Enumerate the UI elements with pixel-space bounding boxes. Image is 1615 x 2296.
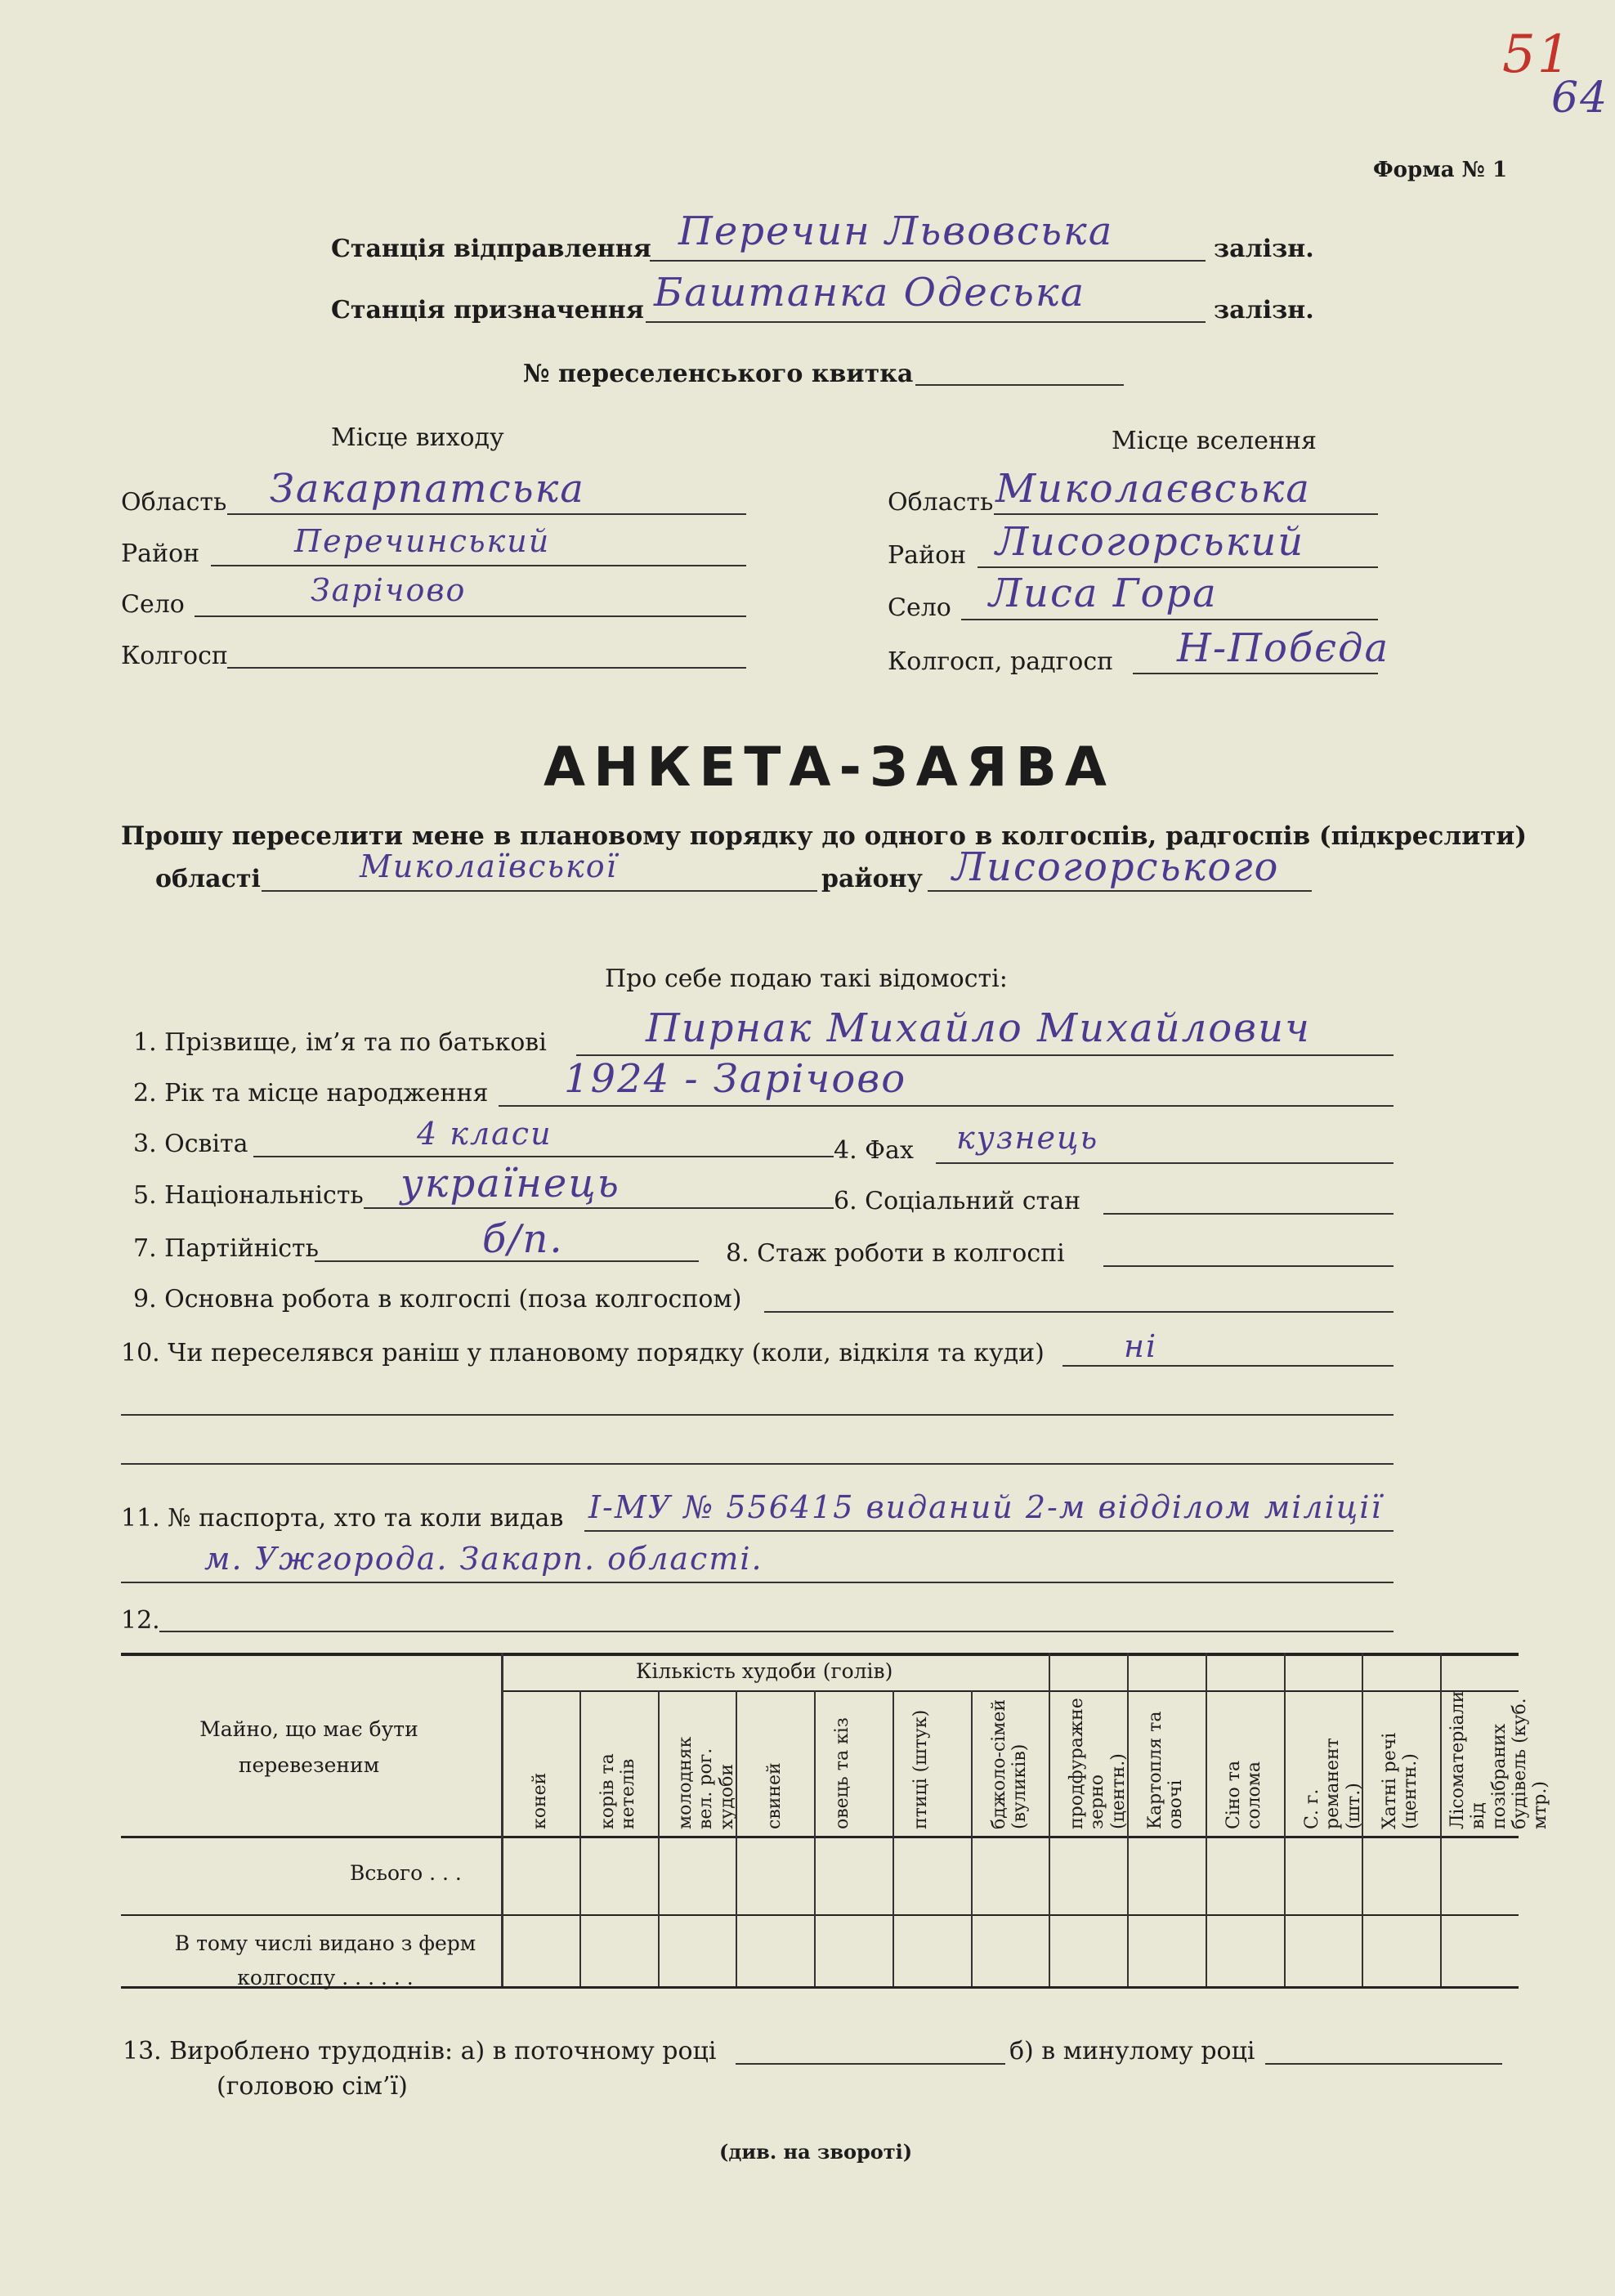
request-oblast-value: Миколаївської	[360, 848, 618, 884]
origin-kolhosp-label: Колгосп	[121, 642, 228, 670]
row-farm-label: В тому числі видано з ферм колгоспу . . . . . .	[174, 1931, 476, 1989]
archive-number-red: 51	[1502, 25, 1572, 85]
workdays-prev-line	[1265, 2063, 1502, 2065]
destination-rail-suffix: залізн.	[1214, 296, 1314, 324]
dest-selo-value: Лиса Гора	[989, 571, 1218, 616]
field-6-label: 6. Соціальний стан	[834, 1187, 1081, 1215]
table-header-border	[121, 1836, 1519, 1838]
origin-selo-value: Зарічово	[311, 572, 467, 608]
table-column-header: овець та кіз	[831, 1717, 852, 1829]
table-column-divider	[579, 1690, 581, 1986]
table-column-header: бджоло-сімей (вуликів)	[988, 1699, 1030, 1829]
field-9-label: 9. Основна робота в колгоспі (поза колгоспом)	[133, 1285, 742, 1314]
field-3-line	[253, 1156, 834, 1157]
field-11-line-2	[121, 1582, 1394, 1583]
origin-oblast-label: Область	[121, 488, 227, 517]
row-total-label: Всього . . .	[350, 1861, 462, 1885]
field-7-label: 7. Партійність	[133, 1234, 319, 1263]
origin-oblast-line	[227, 513, 746, 515]
table-column-header: свиней	[764, 1762, 785, 1829]
field-3-label: 3. Освіта	[133, 1130, 248, 1158]
workdays-sub: (головою сім’ї)	[217, 2072, 408, 2101]
field-5-label: 5. Національність	[133, 1181, 364, 1210]
field-11-value-2: м. Ужгорода. Закарп. області.	[204, 1541, 763, 1577]
table-column-divider	[1362, 1653, 1363, 1986]
table-column-divider	[501, 1653, 503, 1986]
workdays-prev-label: б) в минулому році	[1009, 2037, 1255, 2066]
form-number: Форма № 1	[1373, 158, 1508, 182]
request-raion-value: Лисогорського	[952, 844, 1280, 890]
workdays-label: 13. Вироблено трудоднів: а) в поточному році	[123, 2037, 717, 2066]
workdays-current-line	[736, 2063, 1005, 2065]
table-top-border	[121, 1653, 1519, 1656]
field-4-line	[936, 1162, 1394, 1164]
origin-kolhosp-line	[227, 667, 746, 669]
field-1-value: Пирнак Михайло Михайлович	[646, 1005, 1311, 1051]
table-row-divider	[121, 1914, 1519, 1916]
dest-kolhosp-label: Колгосп, радгосп	[888, 647, 1114, 676]
departure-station-line	[650, 260, 1206, 262]
origin-oblast-value: Закарпатська	[270, 466, 585, 512]
dest-selo-line	[961, 619, 1378, 620]
table-column-header: коней	[529, 1772, 550, 1829]
destination-station-value: Баштанка Одеська	[654, 270, 1086, 316]
table-column-divider	[658, 1690, 660, 1986]
field-10-value: ні	[1124, 1328, 1158, 1364]
dest-kolhosp-value: Н-Побєда	[1177, 625, 1390, 671]
request-raion-line	[928, 890, 1312, 892]
table-column-header: Лісоматеріали від позібраних будівель (куб. мтр.)	[1447, 1690, 1551, 1829]
field-3-value: 4 класи	[417, 1116, 552, 1152]
table-column-header: Хатні речі (центн.)	[1380, 1732, 1421, 1829]
table-column-header: Сіно та солома	[1223, 1760, 1265, 1829]
field-5-line	[364, 1207, 834, 1209]
request-text: Прошу переселити мене в плановому порядку до одного в колгоспів, радгоспів (підкреслити)	[121, 821, 1528, 851]
archive-number-ink: 64	[1551, 74, 1609, 123]
form-title: АНКЕТА-ЗАЯВА	[544, 736, 1116, 799]
field-2-value: 1924 - Зарічово	[564, 1056, 907, 1102]
table-column-header: Картопля та овочі	[1145, 1711, 1187, 1829]
livestock-header: Кількість худоби (голів)	[636, 1659, 893, 1683]
property-table	[121, 1653, 1551, 1989]
table-column-divider	[1127, 1653, 1129, 1986]
table-column-divider	[736, 1690, 737, 1986]
departure-station-value: Перечин Львовська	[678, 208, 1114, 254]
table-column-header: молодняк вел. рог. худоби	[675, 1736, 738, 1829]
dest-oblast-label: Область	[888, 488, 994, 517]
field-9-line	[764, 1311, 1394, 1313]
table-column-divider	[1206, 1653, 1207, 1986]
origin-selo-line	[195, 615, 746, 617]
destination-station-line	[646, 321, 1206, 323]
table-column-divider	[892, 1690, 894, 1986]
field-11-value: І-МУ № 556415 виданий 2-м відділом міліції	[588, 1489, 1383, 1525]
field-10-extra-line-2	[121, 1463, 1394, 1465]
livestock-group-border	[501, 1690, 1519, 1692]
destination-heading: Місце вселення	[1112, 427, 1317, 455]
departure-rail-suffix: залізн.	[1214, 235, 1314, 263]
table-column-divider	[1284, 1653, 1286, 1986]
departure-station-label: Станція відправлення	[331, 235, 651, 263]
table-column-divider	[971, 1690, 973, 1986]
table-column-header: корів та нетелів	[597, 1753, 638, 1829]
property-header: Майно, що має бути перевезеним	[199, 1717, 418, 1777]
dest-kolhosp-line	[1133, 673, 1378, 674]
table-column-divider	[1440, 1653, 1442, 1986]
destination-station-label: Станція призначення	[331, 296, 644, 324]
field-2-line	[499, 1105, 1394, 1107]
field-4-value: кузнець	[956, 1120, 1099, 1156]
origin-selo-label: Село	[121, 590, 185, 619]
ticket-label: № переселенського квитка	[523, 360, 914, 388]
request-oblast-line	[262, 890, 817, 892]
table-column-header: С. г. реманент (шт.)	[1301, 1738, 1364, 1829]
field-4-label: 4. Фах	[834, 1136, 914, 1165]
dest-oblast-value: Миколаєвська	[995, 466, 1311, 512]
field-11-label: 11. № паспорта, хто та коли видав	[121, 1504, 564, 1533]
field-8-label: 8. Стаж роботи в колгоспі	[726, 1239, 1065, 1268]
request-raion-label: району	[821, 865, 923, 893]
field-8-line	[1103, 1265, 1394, 1267]
origin-heading: Місце виходу	[331, 423, 504, 452]
table-column-header: продфуражне зерно (центн.)	[1067, 1698, 1129, 1829]
dest-raion-label: Район	[888, 541, 967, 570]
field-1-label: 1. Прізвище, ім’я та по батькові	[133, 1028, 547, 1057]
request-oblast-label: області	[155, 865, 261, 893]
field-10-extra-line-1	[121, 1414, 1394, 1416]
field-10-label: 10. Чи переселявся раніш у плановому порядку (коли, відкіля та куди)	[121, 1339, 1045, 1367]
origin-raion-value: Перечинський	[294, 523, 551, 559]
dest-selo-label: Село	[888, 593, 951, 622]
see-reverse-note: (див. на звороті)	[719, 2140, 913, 2164]
field-10-line	[1062, 1365, 1394, 1367]
field-11-line	[584, 1530, 1394, 1532]
table-column-header: птиці (штук)	[910, 1709, 931, 1829]
dest-raion-line	[978, 566, 1378, 568]
dest-raion-value: Лисогорський	[995, 519, 1305, 565]
field-12-label: 12.	[121, 1606, 160, 1635]
dest-oblast-line	[994, 513, 1378, 515]
ticket-line	[915, 384, 1124, 386]
field-12-line	[159, 1631, 1394, 1632]
field-7-value: б/п.	[482, 1216, 564, 1262]
about-heading: Про себе подаю такі відомості:	[605, 964, 1008, 993]
origin-raion-label: Район	[121, 539, 200, 568]
table-column-divider	[1049, 1653, 1050, 1986]
origin-raion-line	[211, 565, 746, 566]
field-5-value: українець	[400, 1161, 620, 1206]
field-6-line	[1103, 1213, 1394, 1215]
field-2-label: 2. Рік та місце народження	[133, 1079, 489, 1108]
table-column-divider	[814, 1690, 816, 1986]
